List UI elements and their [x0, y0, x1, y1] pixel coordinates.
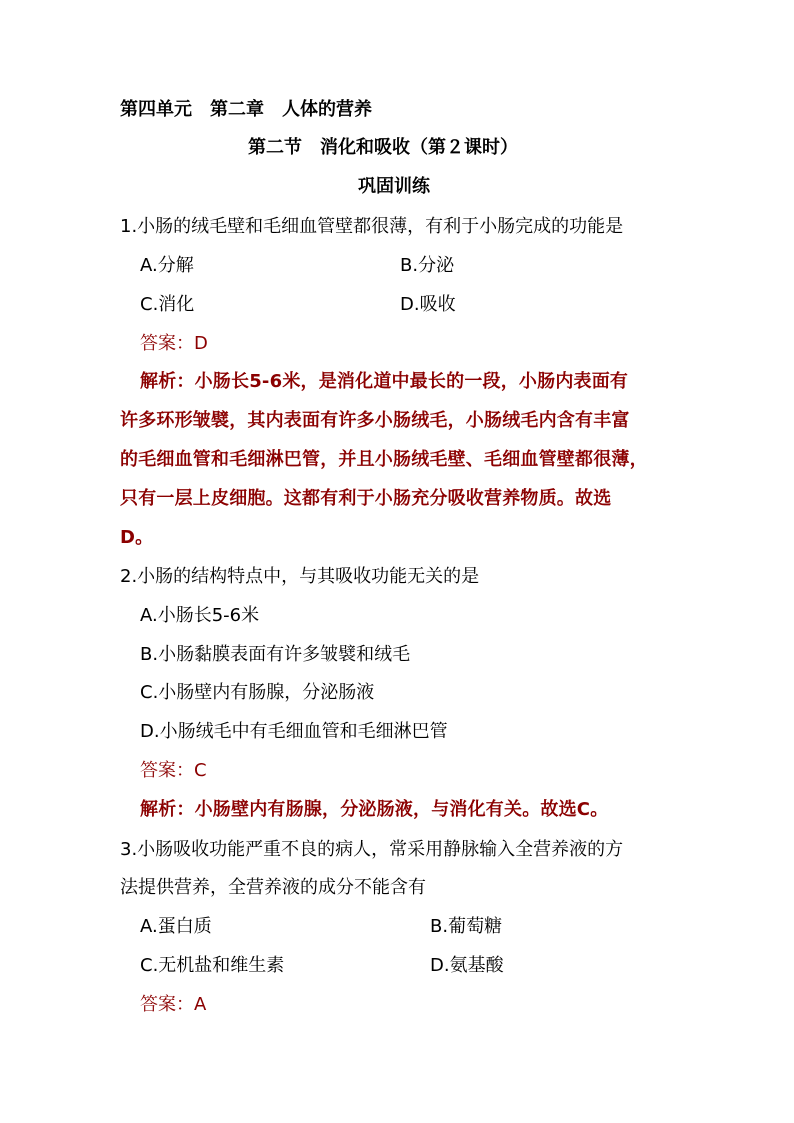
question-2-stem: 2.小肠的结构特点中，与其吸收功能无关的是	[120, 566, 480, 587]
unit-title: 第四单元 第二章 人体的营养	[120, 99, 372, 120]
question-1-analysis-line-1: 解析：小肠长5-6米，是消化道中最长的一段，小肠内表面有	[140, 371, 629, 392]
question-2-option-b: B.小肠黏膜表面有许多皱襞和绒毛	[140, 644, 411, 665]
question-1-option-c: C.消化	[140, 294, 195, 315]
question-2-option-c: C.小肠壁内有肠腺，分泌肠液	[140, 682, 375, 703]
question-1-option-a: A.分解	[140, 255, 194, 276]
exercise-subtitle: 巩固训练	[358, 176, 430, 197]
question-1-option-d: D.吸收	[400, 294, 456, 315]
question-3-option-a: A.蛋白质	[140, 916, 212, 937]
question-1-analysis-line-2: 许多环形皱襞，其内表面有许多小肠绒毛，小肠绒毛内含有丰富	[120, 410, 630, 431]
question-1-analysis-line-3: 的毛细血管和毛细淋巴管，并且小肠绒毛壁、毛细血管壁都很薄，	[120, 449, 648, 470]
question-3-option-c: C.无机盐和维生素	[140, 955, 285, 976]
question-3-option-b: B.葡萄糖	[430, 916, 503, 937]
question-1-analysis-line-4: 只有一层上皮细胞。这都有利于小肠充分吸收营养物质。故选	[120, 488, 612, 509]
section-title: 第二节 消化和吸收（第２课时）	[248, 137, 518, 158]
question-1-stem: 1.小肠的绒毛壁和毛细血管壁都很薄，有利于小肠完成的功能是	[120, 216, 624, 237]
question-3-stem-line-1: 3.小肠吸收功能严重不良的病人，常采用静脉输入全营养液的方	[120, 839, 624, 860]
question-1-analysis-line-5: D。	[120, 527, 154, 548]
question-3-option-d: D.氨基酸	[430, 955, 504, 976]
question-2-option-d: D.小肠绒毛中有毛细血管和毛细淋巴管	[140, 721, 448, 742]
question-2-option-a: A.小肠长5-6米	[140, 605, 260, 626]
question-3-stem-line-2: 法提供营养，全营养液的成分不能含有	[120, 877, 426, 898]
question-2-answer: 答案：C	[140, 760, 207, 781]
question-3-answer: 答案：A	[140, 994, 207, 1015]
question-1-option-b: B.分泌	[400, 255, 455, 276]
question-1-answer: 答案：D	[140, 333, 208, 354]
question-2-analysis: 解析：小肠壁内有肠腺，分泌肠液，与消化有关。故选C。	[140, 799, 609, 820]
